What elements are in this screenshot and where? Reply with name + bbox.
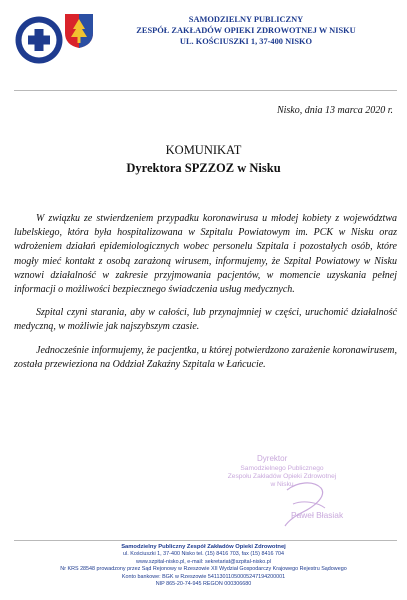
header-divider bbox=[14, 90, 397, 91]
institution-header bbox=[96, 14, 396, 47]
footer-line-5: Konto bankowe: BGK w Rzeszowie 54113011050005247194200001 bbox=[121, 573, 286, 580]
header-line-1: SAMODZIELNY PUBLICZNY bbox=[188, 15, 304, 24]
stamp-line-3: w Nisku bbox=[270, 481, 294, 488]
medical-cross-logo-icon bbox=[14, 15, 64, 65]
footer-line-1: Samodzielny Publiczny Zespół Zakładów Opieki Zdrowotnej bbox=[121, 544, 286, 550]
document-footer bbox=[0, 544, 407, 588]
document-title: KOMUNIKAT bbox=[165, 143, 242, 157]
body-paragraph-3: Jednocześnie informujemy, że pacjentka, u której potwierdzono zarażenie koronawirusem, została przewieziona na Oddział Zakaźny Szpitala w Łańcucie. bbox=[14, 344, 397, 370]
stamp-signatory-name: Paweł Błasiak bbox=[291, 510, 344, 520]
footer-line-3: www.szpital-nisko.pl, e-mail: sekretariat@szpital-nisko.pl bbox=[136, 558, 271, 565]
logos bbox=[14, 11, 94, 71]
footer-line-6: NIP 865-20-74-945 REGON 000306680 bbox=[155, 581, 252, 588]
coat-of-arms-icon bbox=[64, 13, 94, 49]
stamp-line-2: Zespołu Zakładów Opieki Zdrowotnej bbox=[227, 473, 337, 480]
header-line-3: UL. KOŚCIUSZKI 1, 37-400 NISKO bbox=[179, 37, 313, 46]
body-paragraph-1: W związku ze stwierdzeniem przypadku koronawirusa u młodej kobiety z województwa lubelskiego, która była hospitalizowana w Szpitalu Powiatowym im. PCK w Nisku oraz wdrożeniem działań epidemiologicznych wobec personelu Szpitala i pozostałych osób, które mogły mieć kontakt z osobą zarażoną wirusem, informujemy, że Szpital Powiatowy w Nisku wznowi działalność w zakresie przyjmowania pacjentów, w momencie uzyskania pełnej informacji o możliwości bezpiecznego świadczenia usług medycznych. bbox=[14, 213, 397, 296]
footer-line-4: Nr KRS 28548 prowadzony przez Sąd Rejonowy w Rzeszowie XII Wydział Gospodarczy Krajowego Rejestru Sądowego bbox=[60, 566, 347, 573]
footer-divider bbox=[14, 540, 397, 541]
body-paragraph-2: Szpital czyni starania, aby w całości, lub przynajmniej w części, uruchomić działalność medyczną, w możliwie jak najszybszym czasie. bbox=[14, 307, 397, 333]
stamp-line-1: Samodzielnego Publicznego bbox=[240, 465, 324, 472]
document-subtitle: Dyrektora SPZZOZ w Nisku bbox=[126, 161, 281, 175]
footer-line-2: ul. Kościuszki 1, 37-400 Nisko tel. (15) 8416 703, fax (15) 8416 704 bbox=[123, 551, 284, 558]
document-date: Nisko, dnia 13 marca 2020 r. bbox=[276, 105, 393, 116]
document-body bbox=[14, 212, 397, 381]
stamp-title: Dyrektor bbox=[257, 454, 288, 463]
signature-stamp bbox=[227, 454, 344, 532]
header-line-2: ZESPÓŁ ZAKŁADÓW OPIEKI ZDROWOTNEJ W NISKU bbox=[136, 26, 356, 35]
handwritten-signature-icon bbox=[227, 454, 337, 532]
